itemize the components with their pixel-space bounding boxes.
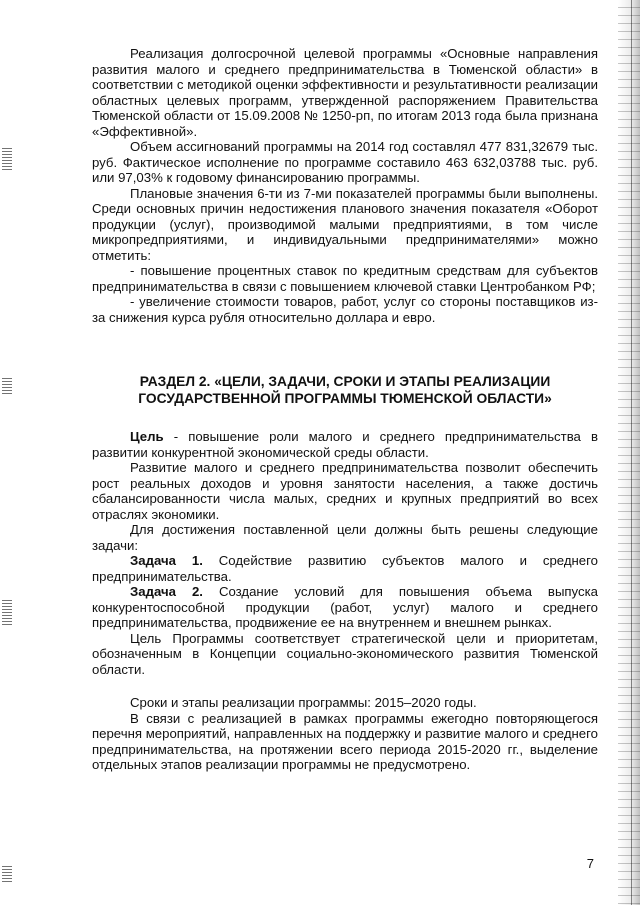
- scan-edge-shadow: [618, 0, 640, 905]
- paragraph-timeline: Сроки и этапы реализации программы: 2015–2020 годы.: [130, 695, 477, 710]
- page-number: 7: [586, 856, 594, 871]
- paragraph-tasks-intro: Для достижения поставленной цели должны быть решены следующие задачи:: [92, 522, 598, 553]
- paragraph-goal: [92, 429, 598, 460]
- goal-label: Цель: [130, 429, 164, 444]
- binding-hole-mark-bottom: [2, 866, 12, 884]
- task-1-text: Содействие развитию субъектов малого и среднего предпринимательства.: [92, 553, 598, 584]
- paragraph-task-2: [92, 584, 598, 631]
- paragraph-reason-interest-rates: - повышение процентных ставок по кредитным средствам для субъектов предпринимательства в связи с повышением ключевой ставки Центробанком РФ;: [92, 263, 598, 294]
- paragraph-reason-prices: - увеличение стоимости товаров, работ, услуг со стороны поставщиков из-за снижения курса рубля относительно доллара и евро.: [92, 294, 598, 325]
- task-1-label: Задача 1.: [130, 553, 203, 568]
- paragraph-program-evaluation: Реализация долгосрочной целевой программы «Основные направления развития малого и среднего предпринимательства в Тюменской области» в соответствии с методикой оценки эффективности и результативности реализации областных целевых программ, утвержденной распоряжением Правительства Тюменской области от 15.09.2008 № 1250-рп, по итогам 2013 года была признана «Эффективной».: [92, 46, 598, 139]
- binding-hole-mark-top: [2, 148, 12, 170]
- goal-text: - повышение роли малого и среднего предпринимательства в развитии конкурентной экономической среды области.: [92, 429, 598, 460]
- binding-hole-mark-lower: [2, 600, 12, 626]
- paragraph-goal-alignment: Цель Программы соответствует стратегической цели и приоритетам, обозначенным в Концепции социально-экономического развития Тюменской области.: [92, 630, 598, 677]
- paragraph-task-1: [92, 553, 598, 584]
- scan-edge-line: [631, 0, 632, 905]
- paragraph-development: Развитие малого и среднего предпринимательства позволит обеспечить рост реальных доходов и уровня занятости населения, а также достичь сбалансированности числа малых, средних и крупных предприятий во всех отраслях экономики.: [92, 460, 598, 522]
- paragraph-indicators: Плановые значения 6-ти из 7-ми показателей программы были выполнены. Среди основных причин недостижения планового значения показателя «Оборот продукции (услуг), производимой малыми предприятиями, в том числе микропредприятиями, и индивидуальными предпринимателями» можно отметить:: [92, 185, 598, 263]
- document-page: [92, 46, 598, 773]
- section-heading: РАЗДЕЛ 2. «ЦЕЛИ, ЗАДАЧИ, СРОКИ И ЭТАПЫ РЕАЛИЗАЦИИ ГОСУДАРСТВЕННОЙ ПРОГРАММЫ ТЮМЕНСКОЙ ОБЛАСТИ»: [138, 374, 552, 406]
- paragraph-budget: Объем ассигнований программы на 2014 год составлял 477 831,32679 тыс. руб. Фактическое исполнение по программе составило 463 632,03788 тыс. руб. или 97,03% к годовому финансированию программы.: [92, 139, 598, 185]
- paragraph-stages: В связи с реализацией в рамках программы ежегодно повторяющегося перечня мероприятий, направленных на поддержку и развитие малого и среднего предпринимательства, на протяжении всего периода 2015-2020 гг., выделение отдельных этапов реализации программы не предусмотрено.: [92, 710, 598, 772]
- binding-hole-mark-middle: [2, 378, 12, 396]
- task-2-label: Задача 2.: [130, 584, 203, 599]
- task-2-text: Создание условий для повышения объема выпуска конкурентоспособной продукции (работ, услуг) малого и среднего предпринимательства, продвижение ее на внутреннем и внешнем рынках.: [92, 584, 598, 630]
